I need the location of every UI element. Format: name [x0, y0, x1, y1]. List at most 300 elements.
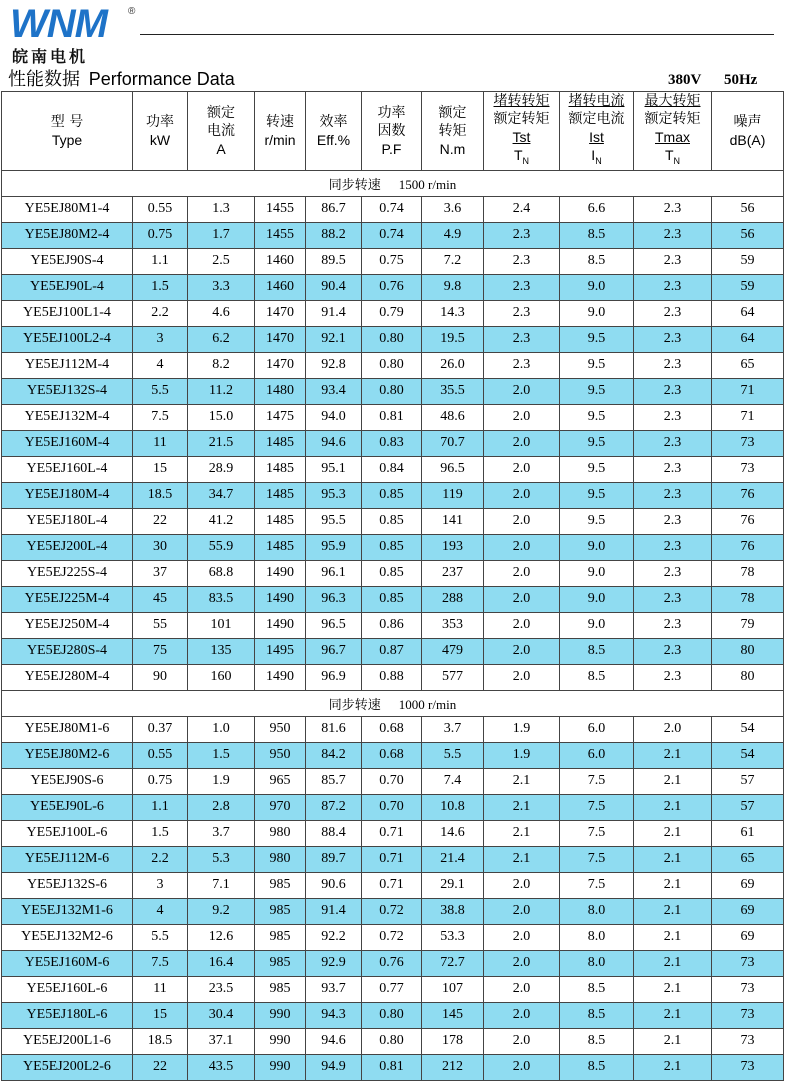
value-cell: 37.1 — [188, 1028, 255, 1054]
value-cell: 2.1 — [634, 898, 712, 924]
value-cell: 2.3 — [634, 508, 712, 534]
header-divider — [140, 34, 774, 35]
model-type-cell: YE5EJ160M-4 — [2, 430, 133, 456]
value-cell: 2.1 — [484, 820, 560, 846]
value-cell: 2.5 — [188, 248, 255, 274]
value-cell: 59 — [712, 248, 784, 274]
logo-registered-mark: ® — [128, 6, 136, 17]
section-speed: 1000 r/min — [398, 696, 457, 712]
column-header — [560, 92, 634, 171]
model-type-cell: YE5EJ80M2-4 — [2, 222, 133, 248]
table-row — [2, 404, 784, 430]
value-cell: 0.75 — [133, 222, 188, 248]
value-cell: 0.81 — [362, 1054, 422, 1080]
table-row — [2, 456, 784, 482]
model-type-cell: YE5EJ80M2-6 — [2, 742, 133, 768]
value-cell: 1490 — [255, 560, 306, 586]
value-cell: 30 — [133, 534, 188, 560]
value-cell: 34.7 — [188, 482, 255, 508]
section-header — [2, 170, 784, 196]
header-ratio-numerator: Tst — [512, 129, 531, 145]
value-cell: 9.0 — [560, 534, 634, 560]
value-cell: 2.0 — [484, 664, 560, 690]
header-ratio-numerator: Ist — [589, 129, 604, 145]
table-row — [2, 950, 784, 976]
denominator-symbol: T — [664, 147, 674, 163]
section-header-row — [2, 690, 784, 716]
value-cell: 83.5 — [188, 586, 255, 612]
value-cell: 0.83 — [362, 430, 422, 456]
table-row — [2, 482, 784, 508]
table-row — [2, 638, 784, 664]
value-cell: 19.5 — [422, 326, 484, 352]
value-cell: 96.5 — [422, 456, 484, 482]
value-cell: 9.5 — [560, 352, 634, 378]
model-type-cell: YE5EJ100L-6 — [2, 820, 133, 846]
value-cell: 11 — [133, 976, 188, 1002]
value-cell: 2.1 — [634, 1002, 712, 1028]
column-header — [133, 92, 188, 171]
value-cell: 985 — [255, 924, 306, 950]
value-cell: 8.5 — [560, 638, 634, 664]
model-type-cell: YE5EJ80M1-4 — [2, 196, 133, 222]
value-cell: 990 — [255, 1002, 306, 1028]
value-cell: 0.75 — [133, 768, 188, 794]
table-row — [2, 794, 784, 820]
value-cell: 985 — [255, 950, 306, 976]
value-cell: 2.0 — [484, 976, 560, 1002]
value-cell: 479 — [422, 638, 484, 664]
table-row — [2, 976, 784, 1002]
value-cell: 2.0 — [484, 638, 560, 664]
value-cell: 4 — [133, 352, 188, 378]
value-cell: 2.1 — [634, 768, 712, 794]
value-cell: 21.4 — [422, 846, 484, 872]
header-unit: A — [216, 140, 226, 157]
value-cell: 2.1 — [634, 742, 712, 768]
denominator-subscript: N — [673, 155, 681, 166]
value-cell: 0.70 — [362, 768, 422, 794]
value-cell: 1475 — [255, 404, 306, 430]
voltage-label: 380V — [668, 72, 702, 88]
model-type-cell: YE5EJ180L-4 — [2, 508, 133, 534]
value-cell: 1485 — [255, 508, 306, 534]
value-cell: 9.0 — [560, 560, 634, 586]
value-cell: 71 — [712, 378, 784, 404]
value-cell: 1470 — [255, 352, 306, 378]
value-cell: 2.3 — [634, 222, 712, 248]
value-cell: 8.0 — [560, 950, 634, 976]
column-header — [2, 92, 133, 171]
value-cell: 1485 — [255, 430, 306, 456]
value-cell: 92.1 — [306, 326, 362, 352]
header-unit: N.m — [439, 140, 466, 157]
value-cell: 0.68 — [362, 742, 422, 768]
value-cell: 35.5 — [422, 378, 484, 404]
value-cell: 69 — [712, 872, 784, 898]
model-type-cell: YE5EJ132S-4 — [2, 378, 133, 404]
header-line2: 额定电流 — [568, 111, 625, 127]
value-cell: 1.5 — [133, 274, 188, 300]
value-cell: 5.5 — [422, 742, 484, 768]
model-type-cell: YE5EJ80M1-6 — [2, 716, 133, 742]
value-cell: 0.85 — [362, 534, 422, 560]
value-cell: 1.5 — [133, 820, 188, 846]
value-cell: 0.85 — [362, 560, 422, 586]
value-cell: 85.7 — [306, 768, 362, 794]
value-cell: 9.0 — [560, 274, 634, 300]
value-cell: 95.5 — [306, 508, 362, 534]
header-line1: 功率 — [146, 113, 174, 130]
value-cell: 0.80 — [362, 1002, 422, 1028]
denominator-symbol: T — [513, 147, 523, 163]
value-cell: 2.3 — [634, 274, 712, 300]
value-cell: 68.8 — [188, 560, 255, 586]
header-ratio-numerator: Tmax — [655, 129, 690, 145]
value-cell: 70.7 — [422, 430, 484, 456]
value-cell: 2.0 — [484, 612, 560, 638]
value-cell: 14.3 — [422, 300, 484, 326]
value-cell: 6.0 — [560, 742, 634, 768]
value-cell: 985 — [255, 872, 306, 898]
value-cell: 1.1 — [133, 248, 188, 274]
value-cell: 80 — [712, 664, 784, 690]
value-cell: 91.4 — [306, 300, 362, 326]
section-header — [2, 690, 784, 716]
value-cell: 119 — [422, 482, 484, 508]
title-cn: 性能数据 — [8, 69, 80, 90]
value-cell: 5.3 — [188, 846, 255, 872]
table-row — [2, 872, 784, 898]
value-cell: 84.2 — [306, 742, 362, 768]
section-speed: 1500 r/min — [398, 176, 457, 192]
value-cell: 0.71 — [362, 820, 422, 846]
value-cell: 6.6 — [560, 196, 634, 222]
value-cell: 0.85 — [362, 508, 422, 534]
value-cell: 0.86 — [362, 612, 422, 638]
value-cell: 2.1 — [634, 846, 712, 872]
value-cell: 92.8 — [306, 352, 362, 378]
value-cell: 2.0 — [634, 716, 712, 742]
value-cell: 16.4 — [188, 950, 255, 976]
value-cell: 96.7 — [306, 638, 362, 664]
value-cell: 1460 — [255, 274, 306, 300]
value-cell: 86.7 — [306, 196, 362, 222]
value-cell: 980 — [255, 820, 306, 846]
denominator-symbol: I — [591, 147, 596, 163]
value-cell: 2.3 — [634, 482, 712, 508]
value-cell: 212 — [422, 1054, 484, 1080]
value-cell: 95.1 — [306, 456, 362, 482]
header-unit: kW — [149, 131, 171, 148]
column-header — [634, 92, 712, 171]
value-cell: 45 — [133, 586, 188, 612]
model-type-cell: YE5EJ100L2-4 — [2, 326, 133, 352]
logo-company-name: 皖南电机 — [12, 47, 89, 66]
value-cell: 970 — [255, 794, 306, 820]
table-row — [2, 326, 784, 352]
model-type-cell: YE5EJ160L-4 — [2, 456, 133, 482]
column-header — [306, 92, 362, 171]
value-cell: 7.1 — [188, 872, 255, 898]
value-cell: 193 — [422, 534, 484, 560]
model-type-cell: YE5EJ200L1-6 — [2, 1028, 133, 1054]
model-type-cell: YE5EJ90S-6 — [2, 768, 133, 794]
value-cell: 7.2 — [422, 248, 484, 274]
value-cell: 107 — [422, 976, 484, 1002]
value-cell: 65 — [712, 846, 784, 872]
value-cell: 96.1 — [306, 560, 362, 586]
value-cell: 2.3 — [634, 638, 712, 664]
value-cell: 8.2 — [188, 352, 255, 378]
header-line1: 额定 — [207, 104, 235, 121]
value-cell: 2.2 — [133, 300, 188, 326]
value-cell: 0.55 — [133, 196, 188, 222]
value-cell: 2.0 — [484, 430, 560, 456]
model-type-cell: YE5EJ112M-4 — [2, 352, 133, 378]
model-type-cell: YE5EJ90L-6 — [2, 794, 133, 820]
value-cell: 145 — [422, 1002, 484, 1028]
header-line2: 额定转矩 — [493, 111, 550, 127]
value-cell: 2.0 — [484, 1054, 560, 1080]
model-type-cell: YE5EJ132M-4 — [2, 404, 133, 430]
value-cell: 0.88 — [362, 664, 422, 690]
value-cell: 1455 — [255, 222, 306, 248]
value-cell: 1485 — [255, 482, 306, 508]
value-cell: 0.74 — [362, 196, 422, 222]
model-type-cell: YE5EJ90L-4 — [2, 274, 133, 300]
model-type-cell: YE5EJ180L-6 — [2, 1002, 133, 1028]
header-line2: 额定转矩 — [644, 111, 701, 127]
value-cell: 93.7 — [306, 976, 362, 1002]
header-ratio-denominator — [560, 146, 633, 170]
value-cell: 990 — [255, 1054, 306, 1080]
value-cell: 9.0 — [560, 612, 634, 638]
value-cell: 64 — [712, 326, 784, 352]
value-cell: 2.3 — [634, 534, 712, 560]
header-line1b: 电流 — [207, 122, 235, 139]
column-header — [362, 92, 422, 171]
value-cell: 38.8 — [422, 898, 484, 924]
value-cell: 57 — [712, 768, 784, 794]
value-cell: 29.1 — [422, 872, 484, 898]
value-cell: 1490 — [255, 586, 306, 612]
value-cell: 965 — [255, 768, 306, 794]
table-row — [2, 1028, 784, 1054]
value-cell: 2.0 — [484, 534, 560, 560]
header-line1: 额定 — [438, 104, 467, 121]
value-cell: 9.5 — [560, 508, 634, 534]
value-cell: 1480 — [255, 378, 306, 404]
value-cell: 23.5 — [188, 976, 255, 1002]
value-cell: 91.4 — [306, 898, 362, 924]
value-cell: 2.3 — [634, 430, 712, 456]
value-cell: 0.81 — [362, 404, 422, 430]
value-cell: 1455 — [255, 196, 306, 222]
value-cell: 2.3 — [634, 326, 712, 352]
model-type-cell: YE5EJ90S-4 — [2, 248, 133, 274]
value-cell: 985 — [255, 976, 306, 1002]
value-cell: 78 — [712, 560, 784, 586]
logo-brand: WNM — [10, 2, 107, 46]
value-cell: 92.9 — [306, 950, 362, 976]
value-cell: 94.3 — [306, 1002, 362, 1028]
value-cell: 0.71 — [362, 872, 422, 898]
value-cell: 8.5 — [560, 248, 634, 274]
value-cell: 7.5 — [560, 872, 634, 898]
value-cell: 0.37 — [133, 716, 188, 742]
header-unit: Eff.% — [316, 131, 351, 148]
value-cell: 0.87 — [362, 638, 422, 664]
table-row — [2, 742, 784, 768]
value-cell: 54 — [712, 716, 784, 742]
header-line1: 噪声 — [733, 113, 762, 130]
value-cell: 56 — [712, 222, 784, 248]
value-cell: 30.4 — [188, 1002, 255, 1028]
value-cell: 141 — [422, 508, 484, 534]
value-cell: 2.0 — [484, 1002, 560, 1028]
value-cell: 59 — [712, 274, 784, 300]
value-cell: 0.71 — [362, 846, 422, 872]
value-cell: 1.5 — [188, 742, 255, 768]
value-cell: 1.9 — [188, 768, 255, 794]
value-cell: 10.8 — [422, 794, 484, 820]
value-cell: 2.0 — [484, 482, 560, 508]
table-row — [2, 300, 784, 326]
value-cell: 22 — [133, 508, 188, 534]
value-cell: 2.1 — [634, 1054, 712, 1080]
value-cell: 2.3 — [634, 456, 712, 482]
value-cell: 96.3 — [306, 586, 362, 612]
value-cell: 8.5 — [560, 1054, 634, 1080]
value-cell: 15 — [133, 1002, 188, 1028]
value-cell: 2.0 — [484, 508, 560, 534]
header-line1: 转速 — [266, 113, 294, 130]
column-header — [255, 92, 306, 171]
value-cell: 0.79 — [362, 300, 422, 326]
table-row — [2, 1054, 784, 1080]
value-cell: 1485 — [255, 534, 306, 560]
value-cell: 73 — [712, 976, 784, 1002]
value-cell: 8.5 — [560, 1028, 634, 1054]
header-unit: Type — [51, 131, 83, 148]
value-cell: 2.0 — [484, 924, 560, 950]
value-cell: 61 — [712, 820, 784, 846]
value-cell: 2.3 — [634, 378, 712, 404]
value-cell: 11 — [133, 430, 188, 456]
value-cell: 94.6 — [306, 1028, 362, 1054]
model-type-cell: YE5EJ280S-4 — [2, 638, 133, 664]
value-cell: 7.4 — [422, 768, 484, 794]
value-cell: 73 — [712, 1054, 784, 1080]
value-cell: 37 — [133, 560, 188, 586]
value-cell: 2.3 — [634, 404, 712, 430]
value-cell: 9.0 — [560, 586, 634, 612]
value-cell: 94.6 — [306, 430, 362, 456]
value-cell: 135 — [188, 638, 255, 664]
value-cell: 1.9 — [484, 742, 560, 768]
value-cell: 3.7 — [188, 820, 255, 846]
value-cell: 1.7 — [188, 222, 255, 248]
value-cell: 73 — [712, 1028, 784, 1054]
value-cell: 0.76 — [362, 950, 422, 976]
value-cell: 2.3 — [484, 222, 560, 248]
value-cell: 96.9 — [306, 664, 362, 690]
value-cell: 2.0 — [484, 586, 560, 612]
value-cell: 2.3 — [634, 300, 712, 326]
header-unit: dB(A) — [729, 131, 766, 148]
value-cell: 9.5 — [560, 404, 634, 430]
value-cell: 94.0 — [306, 404, 362, 430]
value-cell: 178 — [422, 1028, 484, 1054]
value-cell: 1.0 — [188, 716, 255, 742]
value-cell: 8.5 — [560, 1002, 634, 1028]
table-row — [2, 898, 784, 924]
value-cell: 1485 — [255, 456, 306, 482]
value-cell: 89.5 — [306, 248, 362, 274]
value-cell: 6.0 — [560, 716, 634, 742]
header-unit: r/min — [264, 131, 296, 148]
value-cell: 2.3 — [634, 196, 712, 222]
header-line1: 最大转矩 — [644, 93, 701, 109]
table-row — [2, 534, 784, 560]
value-cell: 1490 — [255, 664, 306, 690]
value-cell: 7.5 — [560, 820, 634, 846]
value-cell: 4.6 — [188, 300, 255, 326]
value-cell: 1460 — [255, 248, 306, 274]
value-cell: 0.80 — [362, 1028, 422, 1054]
table-row — [2, 924, 784, 950]
model-type-cell: YE5EJ112M-6 — [2, 846, 133, 872]
value-cell: 65 — [712, 352, 784, 378]
value-cell: 94.9 — [306, 1054, 362, 1080]
header-ratio-denominator — [484, 146, 559, 170]
table-row — [2, 768, 784, 794]
value-cell: 0.76 — [362, 274, 422, 300]
value-cell: 95.3 — [306, 482, 362, 508]
column-header — [422, 92, 484, 171]
table-row — [2, 716, 784, 742]
value-cell: 950 — [255, 742, 306, 768]
value-cell: 2.1 — [484, 768, 560, 794]
value-cell: 2.3 — [484, 274, 560, 300]
page-title — [8, 68, 235, 91]
value-cell: 7.5 — [133, 950, 188, 976]
value-cell: 990 — [255, 1028, 306, 1054]
model-type-cell: YE5EJ225S-4 — [2, 560, 133, 586]
value-cell: 90 — [133, 664, 188, 690]
table-row — [2, 846, 784, 872]
model-type-cell: YE5EJ180M-4 — [2, 482, 133, 508]
value-cell: 55.9 — [188, 534, 255, 560]
value-cell: 1.1 — [133, 794, 188, 820]
value-cell: 9.8 — [422, 274, 484, 300]
value-cell: 2.0 — [484, 898, 560, 924]
value-cell: 18.5 — [133, 1028, 188, 1054]
value-cell: 7.5 — [560, 846, 634, 872]
value-cell: 64 — [712, 300, 784, 326]
value-cell: 0.85 — [362, 586, 422, 612]
value-cell: 3.6 — [422, 196, 484, 222]
value-cell: 76 — [712, 482, 784, 508]
value-cell: 41.2 — [188, 508, 255, 534]
value-cell: 1470 — [255, 300, 306, 326]
value-cell: 9.5 — [560, 326, 634, 352]
table-row — [2, 248, 784, 274]
value-cell: 985 — [255, 898, 306, 924]
value-cell: 11.2 — [188, 378, 255, 404]
frequency-label: 50Hz — [724, 72, 758, 88]
